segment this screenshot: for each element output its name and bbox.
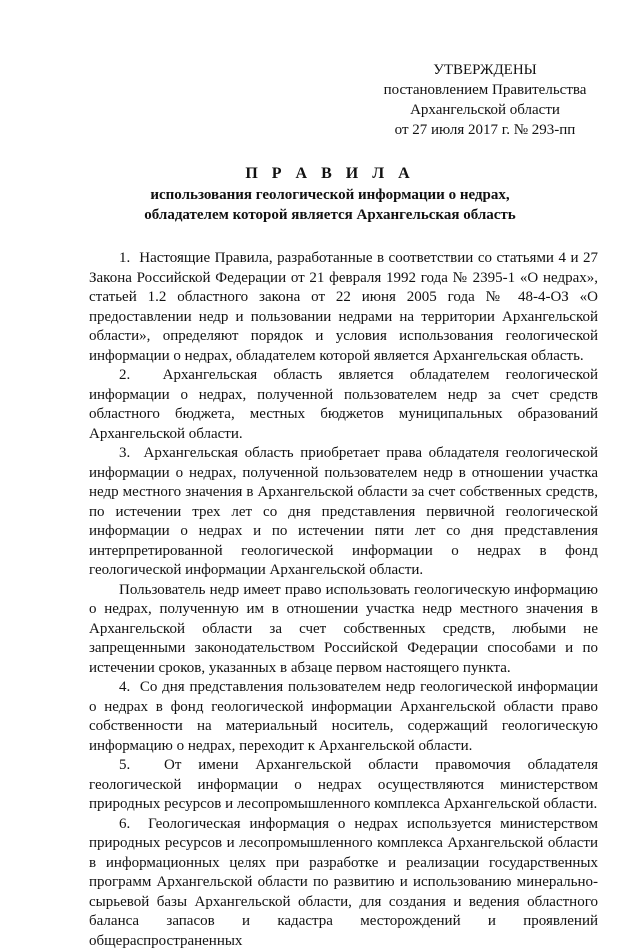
document-subtitle-line-2: обладателем которой является Архангельская область (60, 205, 600, 225)
document-subtitle-line-1: использования геологической информации о недрах, (60, 185, 600, 205)
paragraph-1: 1. Настоящие Правила, разработанные в соответствии со статьями 4 и 27 Закона Российской Федерации от 21 февраля 1992 года № 2395-1 «О недрах», статьей 1.2 областного закона от 22 июня 2005 года № 48-4-ОЗ «О предоставлении недр и пользовании недрами на территории Архангельской области», определяют порядок и условия использования геологической информации о недрах, обладателем которой является Архангельская область. (89, 249, 598, 366)
approval-resolution: постановлением Правительства (380, 80, 590, 100)
document-title-block (60, 163, 600, 225)
approval-block (380, 60, 590, 140)
paragraph-3-continued: Пользователь недр имеет право использовать геологическую информацию о недрах, полученную им в отношении участка недр местного значения в Архангельской области за счет собственных средств, любыми не запрещенными законодательством Российской Федерации способами и по истечении сроков, указанных в абзаце первом настоящего пункта. (89, 581, 598, 679)
approval-heading: УТВЕРЖДЕНЫ (380, 60, 590, 80)
paragraph-2: 2. Архангельская область является обладателем геологической информации о недрах, полученной пользователем недр за счет средств областного бюджета, местных бюджетов муниципальных образований Архангельской области. (89, 366, 598, 444)
paragraph-6: 6. Геологическая информация о недрах используется министерством природных ресурсов и лесопромышленного комплекса Архангельской области в информационных целях при разработке и реализации государственных программ Архангельской области по развитию и использованию минерально-сырьевой базы Архангельской области, для создания и ведения областного баланса запасов и кадастра месторождений и проявлений общераспространенных (89, 815, 598, 951)
document-title: П Р А В И Л А (60, 163, 600, 185)
approval-date: от 27 июля 2017 г. № 293-пп (380, 120, 590, 140)
approval-region: Архангельской области (380, 100, 590, 120)
paragraph-5: 5. От имени Архангельской области правомочия обладателя геологической информации о недрах осуществляются министерством природных ресурсов и лесопромышленного комплекса Архангельской области. (89, 756, 598, 815)
paragraph-3: 3. Архангельская область приобретает права обладателя геологической информации о недрах, полученной пользователем недр в отношении участка недр местного значения в Архангельской области за счет собственных средств, по истечении трех лет со дня представления первичной геологической информации о недрах и по истечении пяти лет со дня представления интерпретированной геологической информации о недрах в фонд геологической информации Архангельской области. (89, 444, 598, 581)
document-body (89, 249, 598, 951)
paragraph-4: 4. Со дня представления пользователем недр геологической информации о недрах в фонд геологической информации Архангельской области право собственности на материальный носитель, содержащий геологическую информацию о недрах, переходит к Архангельской области. (89, 678, 598, 756)
